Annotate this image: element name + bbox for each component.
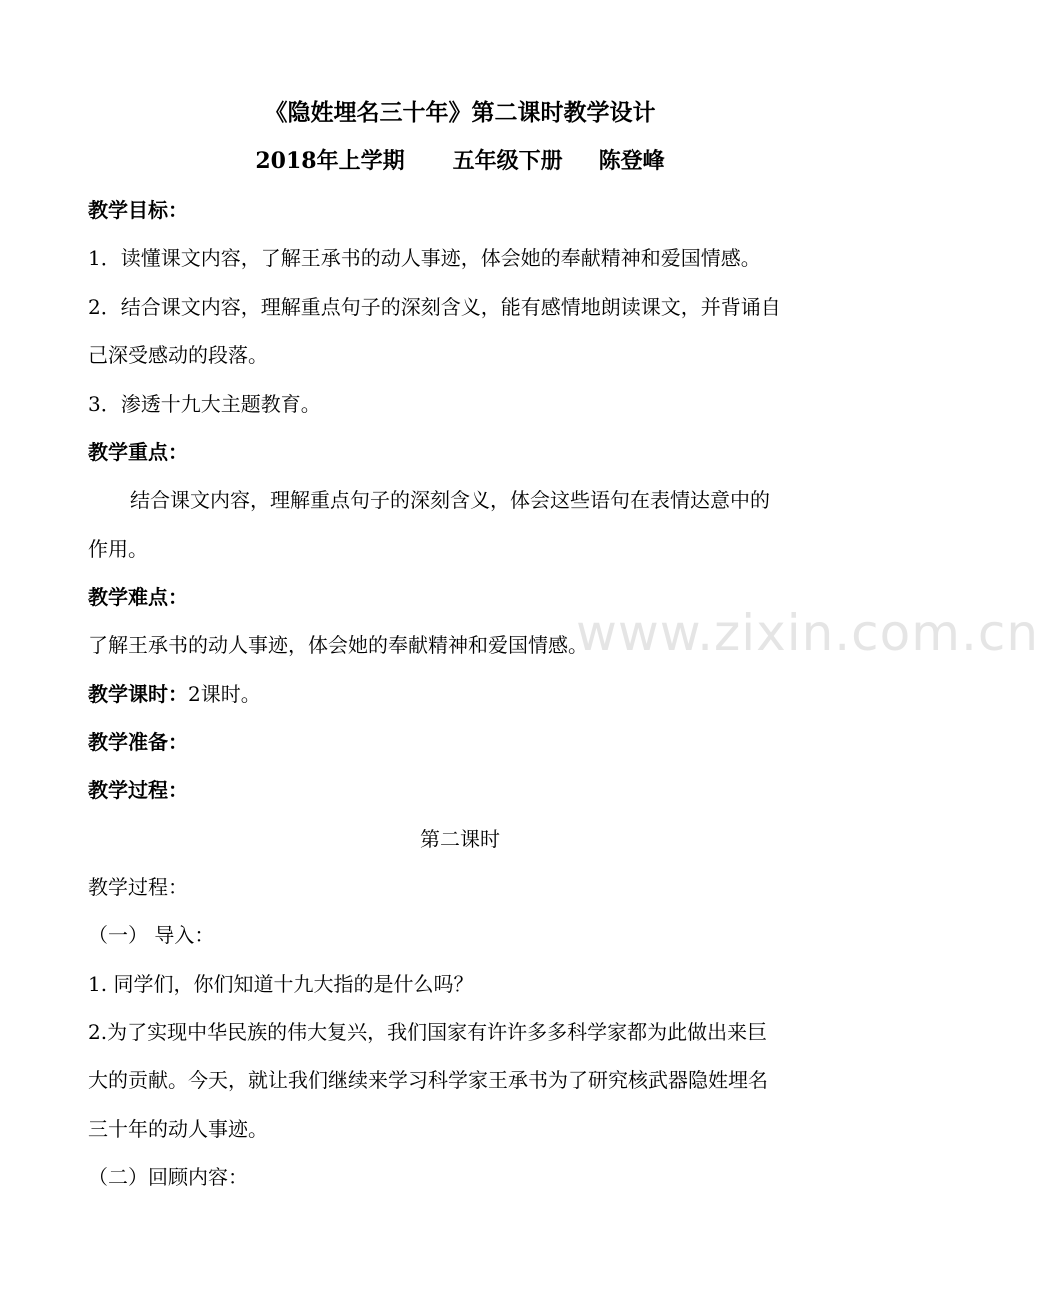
subtitle-author: 陈登峰: [598, 148, 665, 174]
objectives-heading: 教学目标：: [88, 198, 188, 222]
objective-3: 3．渗透十九大主题教育。: [88, 392, 321, 416]
document-subtitle: [0, 146, 920, 176]
key-points-line-1: 结合课文内容，理解重点句子的深刻含义，体会这些语句在表情达意中的: [130, 488, 770, 512]
step-2-line-1: 2.为了实现中华民族的伟大复兴，我们国家有许许多多科学家都为此做出来巨: [88, 1020, 768, 1044]
objective-1: 1．读懂课文内容，了解王承书的动人事迹，体会她的奉献精神和爱国情感。: [88, 246, 761, 270]
process-heading: 教学过程：: [88, 778, 188, 802]
process-label: 教学过程：: [88, 875, 188, 899]
subtitle-term: 2018年上学期: [255, 148, 405, 174]
class-hours-value: 2课时。: [188, 682, 261, 706]
section-2-heading: （二）回顾内容：: [88, 1165, 248, 1189]
section-1-heading: （一） 导入：: [88, 923, 215, 947]
document-title: 《隐姓埋名三十年》第二课时教学设计: [264, 100, 656, 126]
subtitle-grade: 五年级下册: [452, 148, 563, 174]
watermark: www.zixin.com.cn: [576, 604, 1039, 662]
class-hours-heading: 教学课时：: [88, 682, 188, 706]
step-2-line-3: 三十年的动人事迹。: [88, 1117, 268, 1141]
objective-2-line-1: 2．结合课文内容，理解重点句子的深刻含义，能有感情地朗读课文，并背诵自: [88, 295, 781, 319]
preparation-heading: 教学准备：: [88, 730, 188, 754]
key-points-heading: 教学重点：: [88, 440, 188, 464]
step-2-line-2: 大的贡献。今天，就让我们继续来学习科学家王承书为了研究核武器隐姓埋名: [88, 1068, 768, 1092]
class-hours: [88, 680, 261, 708]
key-points-line-2: 作用。: [88, 537, 148, 561]
lesson-label: 第二课时: [420, 827, 500, 851]
step-1: 1. 同学们，你们知道十九大指的是什么吗？: [88, 972, 474, 996]
difficulties-heading: 教学难点：: [88, 585, 188, 609]
difficulties-text: 了解王承书的动人事迹，体会她的奉献精神和爱国情感。: [88, 633, 588, 657]
objective-2-line-2: 己深受感动的段落。: [88, 343, 268, 367]
